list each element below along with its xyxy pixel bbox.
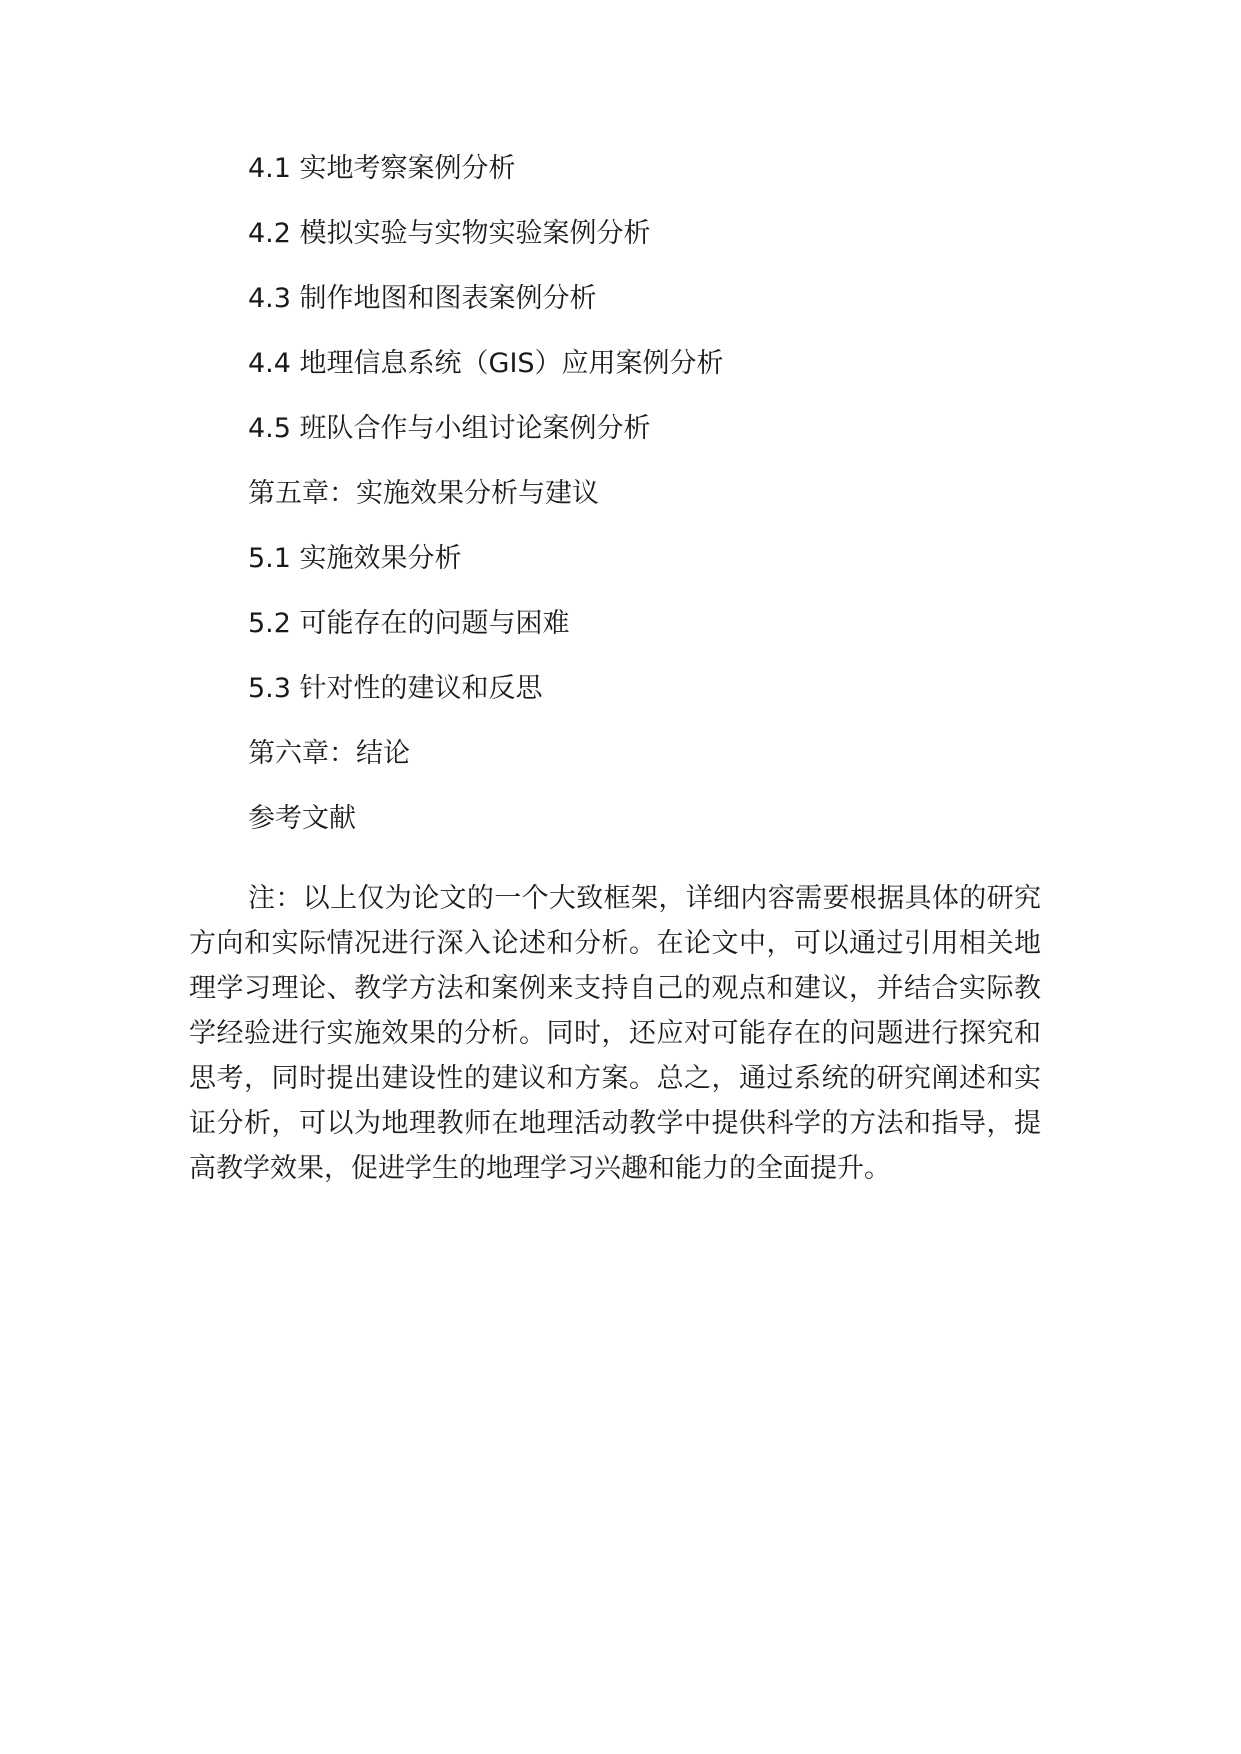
toc-item-4-5: 4.5 班队合作与小组讨论案例分析 <box>248 413 651 444</box>
table-of-contents <box>248 150 1048 865</box>
toc-item-4-2: 4.2 模拟实验与实物实验案例分析 <box>248 218 651 249</box>
toc-item-4-1: 4.1 实地考察案例分析 <box>248 153 516 184</box>
toc-item-4-4: 4.4 地理信息系统（GIS）应用案例分析 <box>248 348 724 379</box>
toc-chapter-6: 第六章：结论 <box>248 738 410 769</box>
toc-chapter-5: 第五章：实施效果分析与建议 <box>248 478 599 509</box>
toc-item-5-1: 5.1 实施效果分析 <box>248 543 462 574</box>
toc-item-5-2: 5.2 可能存在的问题与困难 <box>248 608 570 639</box>
note-paragraph: 注：以上仅为论文的一个大致框架，详细内容需要根据具体的研究方向和实际情况进行深入论述和分析。在论文中，可以通过引用相关地理学习理论、教学方法和案例来支持自己的观点和建议，并结合实际教学经验进行实施效果的分析。同时，还应对可能存在的问题进行探究和思考，同时提出建设性的建议和方案。总之，通过系统的研究阐述和实证分析，可以为地理教师在地理活动教学中提供科学的方法和指导，提高教学效果，促进学生的地理学习兴趣和能力的全面提升。 <box>189 883 1041 1184</box>
toc-references: 参考文献 <box>248 803 356 834</box>
toc-item-5-3: 5.3 针对性的建议和反思 <box>248 673 543 704</box>
toc-item-4-3: 4.3 制作地图和图表案例分析 <box>248 283 597 314</box>
